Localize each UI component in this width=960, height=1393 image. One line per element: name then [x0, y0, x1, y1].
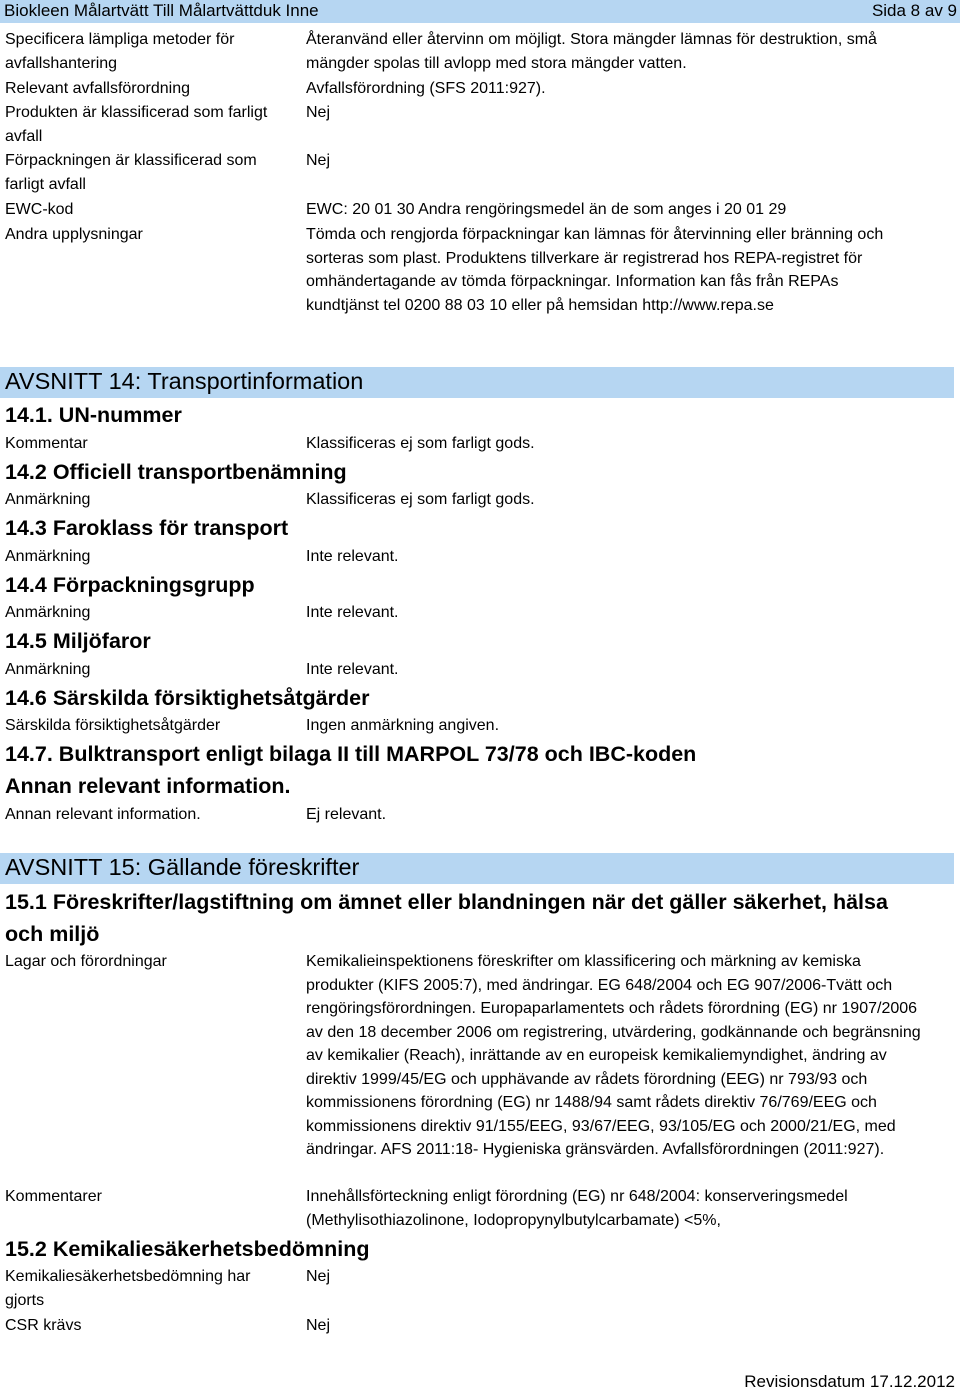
document-title: Biokleen Målartvätt Till Målartvättduk Inne	[4, 1, 319, 20]
subsection-heading: 14.7. Bulktransport enligt bilaga II till MARPOL 73/78 och IBC-koden	[5, 742, 697, 766]
section-title: AVSNITT 14: Transportinformation	[5, 368, 364, 394]
field-value: Nej	[306, 104, 331, 121]
field-value: Inte relevant.	[306, 604, 399, 621]
field-label: Kemikaliesäkerhetsbedömning har gjorts	[5, 1268, 251, 1309]
field-value: EWC: 20 01 30 Andra rengöringsmedel än de som anges i 20 01 29	[306, 201, 787, 218]
subsection-heading: 14.4 Förpackningsgrupp	[5, 573, 255, 597]
field-label: Anmärkning	[5, 604, 91, 621]
field-label: CSR krävs	[5, 1317, 82, 1334]
field-label: Anmärkning	[5, 661, 91, 678]
subsection-heading: 14.5 Miljöfaror	[5, 629, 151, 653]
subsection-heading: 14.3 Faroklass för transport	[5, 516, 289, 540]
subsection-heading: 14.1. UN-nummer	[5, 403, 182, 427]
field-label: Anmärkning	[5, 491, 91, 508]
section-title: AVSNITT 15: Gällande föreskrifter	[5, 854, 360, 880]
field-value: Innehållsförteckning enligt förordning (EG) nr 648/2004: konserveringsmedel (Methylisothiazolinone, Iodopropynylbutylcarbamate) <5%,	[306, 1188, 848, 1229]
field-value: Nej	[306, 1268, 331, 1285]
subsection-heading: 14.6 Särskilda försiktighetsåtgärder	[5, 686, 370, 710]
field-label: Annan relevant information.	[5, 806, 201, 823]
page-header	[0, 0, 960, 23]
field-value: Avfallsförordning (SFS 2011:927).	[306, 80, 546, 97]
field-label: Specificera lämpliga metoder för avfallshantering	[5, 31, 235, 72]
field-label: Relevant avfallsförordning	[5, 80, 190, 97]
subsection-heading: Annan relevant information.	[5, 774, 291, 798]
field-value: Klassificeras ej som farligt gods.	[306, 491, 535, 508]
field-label: Produkten är klassificerad som farligt avfall	[5, 104, 268, 145]
subsection-heading: 15.1 Föreskrifter/lagstiftning om ämnet eller blandningen när det gäller säkerhet, hälsa och miljö	[5, 890, 888, 946]
field-value: Klassificeras ej som farligt gods.	[306, 435, 535, 452]
subsection-heading: 14.2 Officiell transportbenämning	[5, 460, 347, 484]
field-value: Återanvänd eller återvinn om möjligt. Stora mängder lämnas för destruktion, små mängder spolas till avlopp med stora mängder vatten.	[306, 31, 877, 72]
field-value: Tömda och rengjorda förpackningar kan lämnas för återvinning eller bränning och sorteras som plast. Produktens tillverkare är registrerad hos REPA-registret för omhändertagande av tömda förpackningar. Information kan fås från REPAs kundtjänst tel 0200 88 03 10 eller på hemsidan http://www.repa.se	[306, 226, 884, 314]
field-value: Nej	[306, 1317, 331, 1334]
field-label: Kommentar	[5, 435, 88, 452]
field-value: Inte relevant.	[306, 548, 399, 565]
field-label: Särskilda försiktighetsåtgärder	[5, 717, 221, 734]
field-value: Nej	[306, 152, 331, 169]
field-value: Ingen anmärkning angiven.	[306, 717, 500, 734]
revision-date: Revisionsdatum 17.12.2012	[744, 1372, 955, 1391]
field-label: Anmärkning	[5, 548, 91, 565]
page-number: Sida 8 av 9	[871, 1, 957, 20]
subsection-heading: 15.2 Kemikaliesäkerhetsbedömning	[5, 1237, 370, 1261]
field-label: Lagar och förordningar	[5, 953, 167, 970]
field-label: Kommentarer	[5, 1188, 102, 1205]
section-banner	[0, 853, 954, 884]
field-value: Kemikalieinspektionens föreskrifter om klassificering och märkning av kemiska produkter (KIFS 2005:7), med ändringar. EG 648/2004 och EG 907/2006-Tvätt och rengöringsförordningen. Europaparlamentets och rådets förordning (EG) nr 1907/2006 av den 18 december 2006 om registrering, utvärdering, godkännande och begränsning av kemikalier (Reach), inrättande av en europeisk kemikaliemyndighet, ändring av direktiv 1999/45/EG och upphävande av rådets förordning (EEG) nr 793/93 och kommissionens förordning (EG) nr 1488/94 samt rådets direktiv 76/769/EEG och kommissionens direktiv 91/155/EEG, 93/67/EEG, 93/105/EG och 2000/21/EG, med ändringar. AFS 2011:18- Hygieniska gränsvärden. Avfallsförordningen (2011:927).	[306, 953, 921, 1158]
field-label: Förpackningen är klassificerad som farligt avfall	[5, 152, 257, 193]
section-banner	[0, 367, 954, 398]
field-label: EWC-kod	[5, 201, 74, 218]
field-label: Andra upplysningar	[5, 226, 143, 243]
field-value: Inte relevant.	[306, 661, 399, 678]
field-value: Ej relevant.	[306, 806, 387, 823]
